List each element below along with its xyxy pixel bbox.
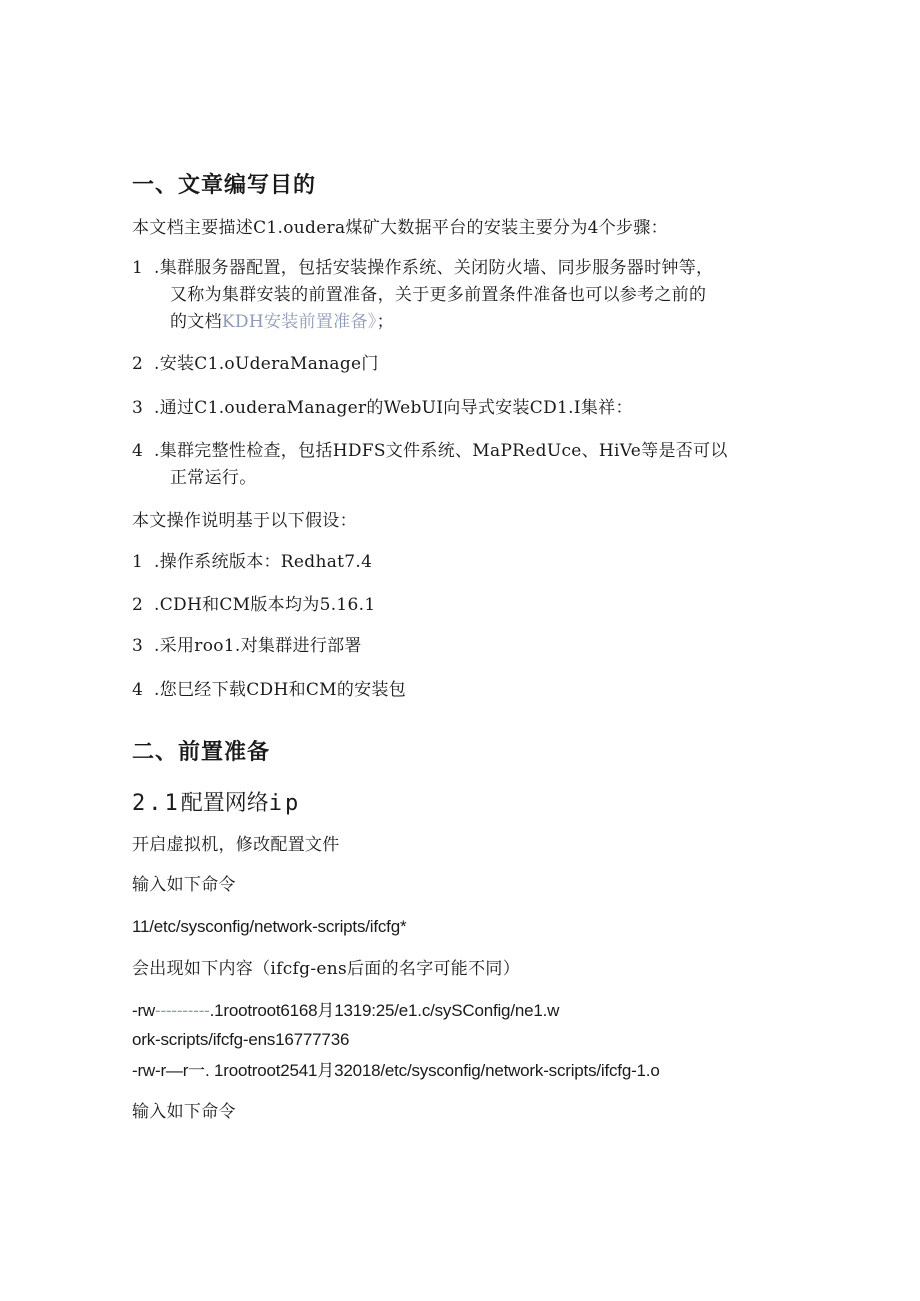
step-text: .集群完整性检查，包括HDFS文件系统、MaPRedUce、HiVe等是否可以 — [154, 441, 728, 461]
assumption-intro: 本文操作说明基于以下假设： — [132, 511, 357, 531]
step-number: 1 — [132, 258, 144, 278]
step-text-prefix: 的文档 — [170, 312, 222, 332]
step-text-suffix: ； — [376, 312, 394, 332]
output-line-1-cont: ork-scripts/ifcfg-ens16777736 — [132, 1030, 350, 1049]
doc-link[interactable]: KDH安装前置准备》 — [221, 312, 377, 332]
assumption-item-3 — [132, 633, 362, 660]
paragraph-input-command: 输入如下命令 — [132, 875, 236, 895]
output-line-2: -rw-r—r一. 1rootroot2541月32018/etc/sysconfig/network-scripts/ifcfg-1.o — [132, 1061, 660, 1080]
step-item-4 — [132, 438, 728, 492]
output-perm: -rw — [132, 1001, 155, 1020]
assumption-item-4 — [132, 677, 406, 704]
section-2-heading: 二、前置准备 — [132, 740, 271, 765]
subsection-number: 2.1 — [132, 791, 181, 816]
step-item-3 — [132, 395, 633, 422]
assumption-item-2 — [132, 592, 375, 619]
assumption-text: .CDH和CM版本均为5.16.1 — [154, 595, 376, 615]
assumption-number: 4 — [132, 680, 144, 700]
paragraph-input-command-2: 输入如下命令 — [132, 1102, 236, 1122]
section-1-heading: 一、文章编写目的 — [132, 173, 317, 198]
assumption-text: .您巳经下载CDH和CM的安装包 — [154, 680, 407, 700]
output-line-1 — [132, 998, 559, 1024]
step-number: 4 — [132, 441, 144, 461]
step-text: .集群服务器配置，包括安装操作系统、关闭防火墙、同步服务器时钟等， — [154, 258, 714, 278]
paragraph-open-vm: 开启虚拟机，修改配置文件 — [132, 835, 340, 855]
section-2-1-heading — [132, 786, 301, 817]
step-text: .安装C1.oUderaManage门 — [154, 354, 379, 374]
command-ll: 11/etc/sysconfig/network-scripts/ifcfg* — [132, 917, 407, 936]
assumption-number: 3 — [132, 636, 144, 656]
step-item-1 — [132, 255, 713, 336]
assumption-text: .操作系统版本：Redhat7.4 — [154, 552, 373, 572]
step-number: 3 — [132, 398, 144, 418]
step-text: .通过C1.ouderaManager的WebUI向导式安装CD1.I集祥： — [154, 398, 633, 418]
subsection-title-ip: ip — [268, 791, 302, 816]
output-dashes: ---------- — [155, 1001, 210, 1020]
output-rest: .1rootroot6168月1319:25/e1.c/sySConfig/ne1.w — [209, 1001, 560, 1020]
subsection-title: 配置网络 — [180, 791, 269, 816]
step-item-2 — [132, 351, 379, 378]
step-text-cont: 正常运行。 — [170, 468, 257, 488]
step-text-cont — [132, 309, 713, 336]
step-text-cont: 又称为集群安装的前置准备，关于更多前置条件准备也可以参考之前的 — [170, 285, 707, 305]
paragraph-output-desc: 会出现如下内容（ifcfg-ens后面的名字可能不同） — [132, 959, 521, 979]
step-number: 2 — [132, 354, 144, 374]
assumption-text: .采用roo1.对集群进行部署 — [154, 636, 362, 656]
assumption-number: 1 — [132, 552, 144, 572]
intro-paragraph: 本文档主要描述C1.oudera煤矿大数据平台的安装主要分为4个步骤： — [132, 218, 668, 238]
assumption-item-1 — [132, 549, 372, 576]
assumption-number: 2 — [132, 595, 144, 615]
